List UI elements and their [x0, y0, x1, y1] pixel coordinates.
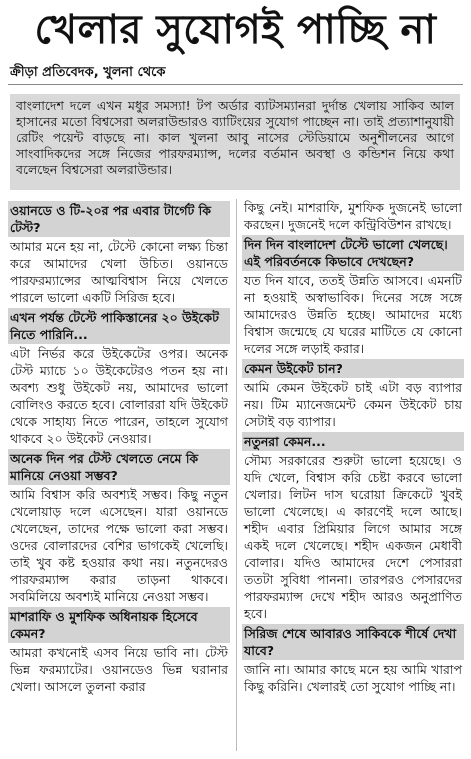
question: কেমন উইকেট চান?: [242, 359, 464, 378]
headline: খেলার সুযোগই পাচ্ছি না: [34, 6, 437, 53]
question: অনেক দিন পর টেস্ট খেলতে নেমে কি মানিয়ে নেওয়া সম্ভব?: [8, 449, 230, 485]
qa-block: [242, 432, 464, 622]
left-column: [8, 199, 230, 697]
right-column: [242, 199, 464, 697]
question: ওয়ানডে ও টি-২০র পর এবার টার্গেট কি টেস্ট?: [8, 201, 230, 237]
byline: ক্রীড়া প্রতিবেদক, খুলনা থেকে: [10, 65, 166, 80]
answer: সৌম্য সরকারের শুরুটা ভালো হয়েছে। ও যদি খেলে, বিশ্বাস করি চেষ্টা করবে ভালো খেলার। লিটন দাস ঘরোয়া ক্রিকেটে খুবই ভালো খেলেছে। এ কারণেই দলে আছে। শহীদ এবার প্রিমিয়ার লিগে আমার সঙ্গে একই দলে খেলেছে। শহীদ একজন মেধাবী বোলার। যদিও আমাদের দেশে পেসাররা ততটা সুবিধা পাননা। তারপরও পেসারদের পারফরম্যান্স দেখে শহীদ আরও অনুপ্রাণিত হবে।: [244, 453, 462, 621]
answer: যত দিন যাবে, ততই উন্নতি আসবে। এমনটি না হওয়াই অস্বাভাবিক। দিনের সঙ্গে সঙ্গে আমাদেরও উন্নতি হচ্ছে। আমাদের মধ্যে বিশ্বাস জন্মেছে যে ঘরের মাটিতে যে কোনো দলের সঙ্গে লড়াই করার।: [244, 273, 462, 356]
intro-paragraph: বাংলাদেশ দলে এখন মধুর সমস্যা! টপ অর্ডার ব্যাটসম্যানরা দুর্দান্ত খেলায় সাকিব আল হাসানের মতো বিশ্বসেরা অলরাউন্ডারও ব্যাটিংয়ের সুযোগ পাচ্ছেন না। তাই প্রত্যাশানুযায়ী রেটিং পয়েন্ট বাড়ছে না। কাল খুলনা আবু নাসের স্টেডিয়ামে অনুশীলনের আগে সাংবাদিকদের সঙ্গে নিজের পারফরম্যান্স, দলের বর্তমান অবস্থা ও কন্ডিশন নিয়ে কথা বলেছেন বিশ্বসেরা অলরাউন্ডার।: [10, 94, 460, 190]
question: মাশরাফি ও মুশফিক অধিনায়ক হিসেবে কেমন?: [8, 607, 230, 643]
answer: কিছু নেই। মাশরাফি, মুশফিক দুজনেই ভালো করছেন। দুজনেই দলে কন্ট্রিবিউশন রাখছে।: [244, 200, 462, 232]
answer: আমি কেমন উইকেট চাই এটা বড় ব্যাপার নয়। টিম ম্যানেজমেন্ট কেমন উইকেট চায় সেটাই বড় ব্যাপার।: [244, 380, 462, 429]
question: দিন দিন বাংলাদেশ টেস্টে ভালো খেলছে। এই পরিবর্তনকে কিভাবে দেখছেন?: [242, 235, 464, 271]
answer: জানি না। আমার কাছে মনে হয় আমি খারাপ কিছু করিনি। খেলারই তো সুযোগ পাচ্ছি না।: [244, 662, 462, 694]
question: নতুনরা কেমন...: [242, 432, 464, 451]
answer: আমি বিশ্বাস করি অবশ্যই সম্ভব। কিছু নতুন খেলোয়াড় দলে এসেছেন। যারা ওয়ানডে খেলেছেন, তাদের পক্ষে ভালো করা সম্ভব। ওদের বোলারদের বেশির ভাগকেই খেলেছি। তাই খুব কষ্ট হওয়ার কথা নয়। নতুনদেরও পারফরম্যান্স করার তাড়না থাকবে। সবমিলিয়ে অবশ্যই মানিয়ে নেওয়া সম্ভব।: [10, 487, 228, 604]
qa-block: [242, 199, 464, 233]
column-divider: [236, 199, 237, 751]
answer: আমরা কখনোই এসব নিয়ে ভাবি না। টেস্ট ভিন্ন ফরম্যাটের। ওয়ানডেও ভিন্ন ঘরানার খেলা। আসলে তুলনা করার: [10, 645, 228, 694]
answer: আমার মনে হয় না, টেস্টে কোনো লক্ষ্য চিন্তা করে আমাদের খেলা উচিত। ওয়ানডে পারফরম্যান্সের আত্মবিশ্বাস নিয়ে খেলতে পারলে ভালো একটি সিরিজ হবে।: [10, 239, 228, 305]
question: এখন পর্যন্ত টেস্টে পাকিস্তানের ২০ উইকেট নিতে পারিনি...: [8, 308, 230, 344]
answer: এটা নির্ভর করে উইকেটের ওপর। অনেক টেস্ট ম্যাচে ১০ উইকেটেরও পতন হয় না। অবশ্য শুধু উইকেট নয়, আমাদের ভালো বোলিংও করতে হবে। বোলাররা যদি উইকেট থেকে সাহায্য নিতে পারেন, তাহলে সুযোগ থাকবে ২০ উইকেট নেওয়ার।: [10, 346, 228, 446]
qa-block: [8, 607, 230, 695]
qa-block: [8, 449, 230, 605]
qa-block: [242, 624, 464, 695]
qa-block: [8, 201, 230, 306]
qa-block: [242, 359, 464, 430]
qa-block: [242, 235, 464, 357]
qa-block: [8, 308, 230, 447]
divider: [8, 84, 463, 85]
question: সিরিজ শেষে আবারও সাকিবকে শীর্ষে দেখা যাবে?: [242, 624, 464, 660]
